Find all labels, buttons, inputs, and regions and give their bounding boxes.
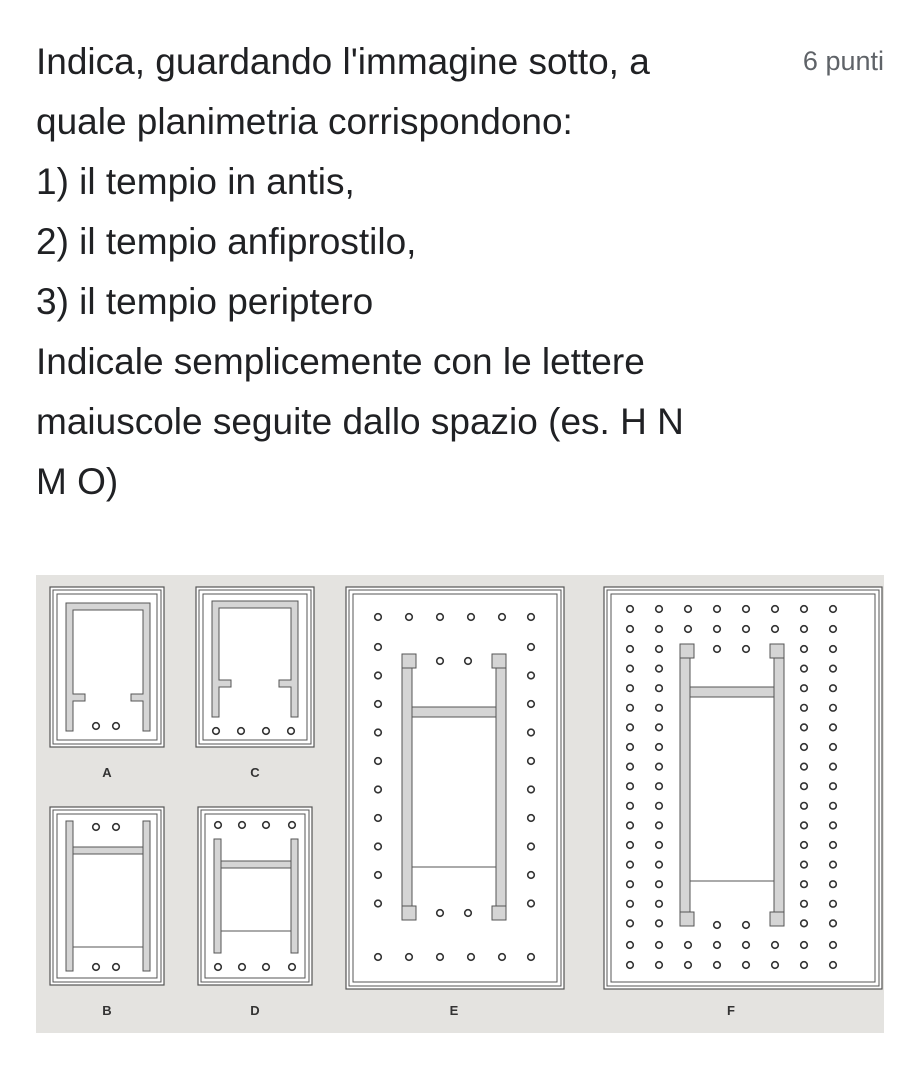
column bbox=[772, 942, 779, 949]
column bbox=[801, 685, 808, 692]
column bbox=[830, 822, 837, 829]
column bbox=[801, 822, 808, 829]
column bbox=[627, 881, 634, 888]
column bbox=[656, 881, 663, 888]
column bbox=[375, 758, 382, 765]
column bbox=[830, 901, 837, 908]
column bbox=[830, 942, 837, 949]
column bbox=[830, 646, 837, 653]
column bbox=[528, 786, 535, 793]
column bbox=[714, 626, 721, 633]
cella-back-wall bbox=[690, 687, 774, 697]
column bbox=[288, 728, 295, 735]
column bbox=[772, 626, 779, 633]
column bbox=[656, 783, 663, 790]
column bbox=[375, 900, 382, 907]
column bbox=[801, 901, 808, 908]
column bbox=[528, 872, 535, 879]
column bbox=[685, 606, 692, 613]
column bbox=[627, 901, 634, 908]
column bbox=[830, 665, 837, 672]
column bbox=[375, 614, 382, 621]
column bbox=[528, 900, 535, 907]
column bbox=[499, 954, 506, 961]
column bbox=[743, 922, 750, 929]
column bbox=[375, 954, 382, 961]
plan-label-c: C bbox=[250, 765, 260, 780]
anta-block bbox=[680, 644, 694, 658]
anta-block bbox=[770, 644, 784, 658]
column bbox=[375, 786, 382, 793]
question-line: 2) il tempio anfiprostilo, bbox=[36, 221, 417, 262]
column bbox=[263, 822, 270, 829]
column bbox=[743, 626, 750, 633]
column bbox=[830, 861, 837, 868]
column bbox=[468, 614, 475, 621]
question-line: M O) bbox=[36, 461, 119, 502]
column bbox=[801, 803, 808, 810]
column bbox=[656, 606, 663, 613]
question-line: 1) il tempio in antis, bbox=[36, 161, 355, 202]
column bbox=[656, 744, 663, 751]
column bbox=[627, 822, 634, 829]
column bbox=[656, 942, 663, 949]
column bbox=[685, 962, 692, 969]
column bbox=[830, 962, 837, 969]
plan-d bbox=[198, 807, 312, 985]
column bbox=[830, 626, 837, 633]
naos bbox=[412, 717, 496, 867]
column bbox=[801, 920, 808, 927]
column bbox=[830, 685, 837, 692]
temple-plans-figure bbox=[36, 575, 884, 1033]
column bbox=[406, 954, 413, 961]
column bbox=[627, 920, 634, 927]
column bbox=[113, 824, 120, 831]
naos bbox=[221, 868, 291, 931]
column bbox=[528, 614, 535, 621]
question-line: maiuscole seguite dallo spazio (es. H N bbox=[36, 401, 684, 442]
column bbox=[656, 705, 663, 712]
column bbox=[743, 942, 750, 949]
anta-block bbox=[770, 912, 784, 926]
column bbox=[801, 705, 808, 712]
column bbox=[656, 920, 663, 927]
plan-e bbox=[346, 587, 564, 989]
column bbox=[113, 964, 120, 971]
column bbox=[627, 763, 634, 770]
column bbox=[528, 843, 535, 850]
column bbox=[627, 803, 634, 810]
column bbox=[830, 763, 837, 770]
column bbox=[656, 724, 663, 731]
column bbox=[801, 626, 808, 633]
column bbox=[215, 822, 222, 829]
column bbox=[289, 822, 296, 829]
points-badge: 6 punti bbox=[802, 46, 884, 76]
column bbox=[263, 964, 270, 971]
cella-back-wall bbox=[412, 707, 496, 717]
column bbox=[627, 842, 634, 849]
column bbox=[830, 606, 837, 613]
column bbox=[627, 626, 634, 633]
column bbox=[93, 723, 100, 730]
anta-block bbox=[402, 906, 416, 920]
question-text bbox=[36, 32, 756, 512]
column bbox=[93, 964, 100, 971]
column bbox=[801, 962, 808, 969]
column bbox=[289, 964, 296, 971]
plan-label-f: F bbox=[727, 1003, 735, 1018]
column bbox=[743, 606, 750, 613]
column bbox=[656, 962, 663, 969]
column bbox=[375, 701, 382, 708]
naos bbox=[73, 854, 143, 947]
column bbox=[714, 646, 721, 653]
column bbox=[375, 815, 382, 822]
question-line: quale planimetria corrispondono: bbox=[36, 101, 573, 142]
column bbox=[772, 606, 779, 613]
plan-label-e: E bbox=[449, 1003, 459, 1018]
column bbox=[656, 685, 663, 692]
column bbox=[656, 665, 663, 672]
column bbox=[801, 646, 808, 653]
column bbox=[627, 705, 634, 712]
column bbox=[656, 861, 663, 868]
temple-plans-svg bbox=[36, 575, 884, 1033]
column bbox=[528, 701, 535, 708]
column bbox=[528, 954, 535, 961]
column bbox=[528, 758, 535, 765]
anta-block bbox=[402, 654, 416, 668]
column bbox=[93, 824, 100, 831]
column bbox=[743, 646, 750, 653]
column bbox=[627, 646, 634, 653]
cella-back-wall bbox=[73, 847, 143, 854]
column bbox=[627, 783, 634, 790]
plan-a bbox=[50, 587, 164, 747]
column bbox=[656, 822, 663, 829]
column bbox=[215, 964, 222, 971]
column bbox=[801, 763, 808, 770]
column bbox=[528, 729, 535, 736]
column bbox=[627, 606, 634, 613]
column bbox=[375, 729, 382, 736]
column bbox=[714, 922, 721, 929]
column bbox=[656, 646, 663, 653]
column bbox=[528, 672, 535, 679]
column bbox=[801, 665, 808, 672]
column bbox=[801, 842, 808, 849]
column bbox=[772, 962, 779, 969]
column bbox=[468, 954, 475, 961]
column bbox=[801, 606, 808, 613]
column bbox=[437, 614, 444, 621]
anta-block bbox=[492, 654, 506, 668]
column bbox=[656, 842, 663, 849]
column bbox=[375, 644, 382, 651]
plan-c bbox=[196, 587, 314, 747]
cella-back-wall bbox=[221, 861, 291, 868]
question-line: Indicale semplicemente con le lettere bbox=[36, 341, 645, 382]
column bbox=[656, 803, 663, 810]
column bbox=[656, 763, 663, 770]
column bbox=[830, 881, 837, 888]
column bbox=[830, 920, 837, 927]
column bbox=[714, 962, 721, 969]
column bbox=[437, 910, 444, 917]
column bbox=[656, 626, 663, 633]
column bbox=[627, 665, 634, 672]
column bbox=[375, 843, 382, 850]
plan-label-a: A bbox=[102, 765, 112, 780]
column bbox=[528, 644, 535, 651]
column bbox=[113, 723, 120, 730]
column bbox=[627, 744, 634, 751]
column bbox=[465, 658, 472, 665]
column bbox=[375, 672, 382, 679]
column bbox=[627, 685, 634, 692]
column bbox=[528, 815, 535, 822]
column bbox=[627, 962, 634, 969]
naos bbox=[690, 697, 774, 881]
column bbox=[656, 901, 663, 908]
anta-block bbox=[680, 912, 694, 926]
plan-b bbox=[50, 807, 164, 985]
anta-block bbox=[492, 906, 506, 920]
column bbox=[801, 861, 808, 868]
plan-label-d: D bbox=[250, 1003, 260, 1018]
column bbox=[685, 942, 692, 949]
column bbox=[801, 881, 808, 888]
column bbox=[239, 964, 246, 971]
column bbox=[830, 705, 837, 712]
column bbox=[830, 842, 837, 849]
column bbox=[801, 942, 808, 949]
column bbox=[830, 803, 837, 810]
column bbox=[743, 962, 750, 969]
plan-label-b: B bbox=[102, 1003, 112, 1018]
column bbox=[263, 728, 270, 735]
column bbox=[830, 783, 837, 790]
column bbox=[238, 728, 245, 735]
column bbox=[714, 606, 721, 613]
column bbox=[239, 822, 246, 829]
column bbox=[685, 626, 692, 633]
column bbox=[714, 942, 721, 949]
column bbox=[437, 954, 444, 961]
column bbox=[499, 614, 506, 621]
column bbox=[801, 724, 808, 731]
column bbox=[801, 744, 808, 751]
column bbox=[627, 861, 634, 868]
plan-f bbox=[604, 587, 882, 989]
column bbox=[801, 783, 808, 790]
column bbox=[375, 872, 382, 879]
column bbox=[627, 724, 634, 731]
column bbox=[213, 728, 220, 735]
column bbox=[830, 724, 837, 731]
column bbox=[465, 910, 472, 917]
column bbox=[830, 744, 837, 751]
question-line: 3) il tempio periptero bbox=[36, 281, 374, 322]
question-line: Indica, guardando l'immagine sotto, a bbox=[36, 41, 650, 82]
column bbox=[406, 614, 413, 621]
column bbox=[437, 658, 444, 665]
column bbox=[627, 942, 634, 949]
